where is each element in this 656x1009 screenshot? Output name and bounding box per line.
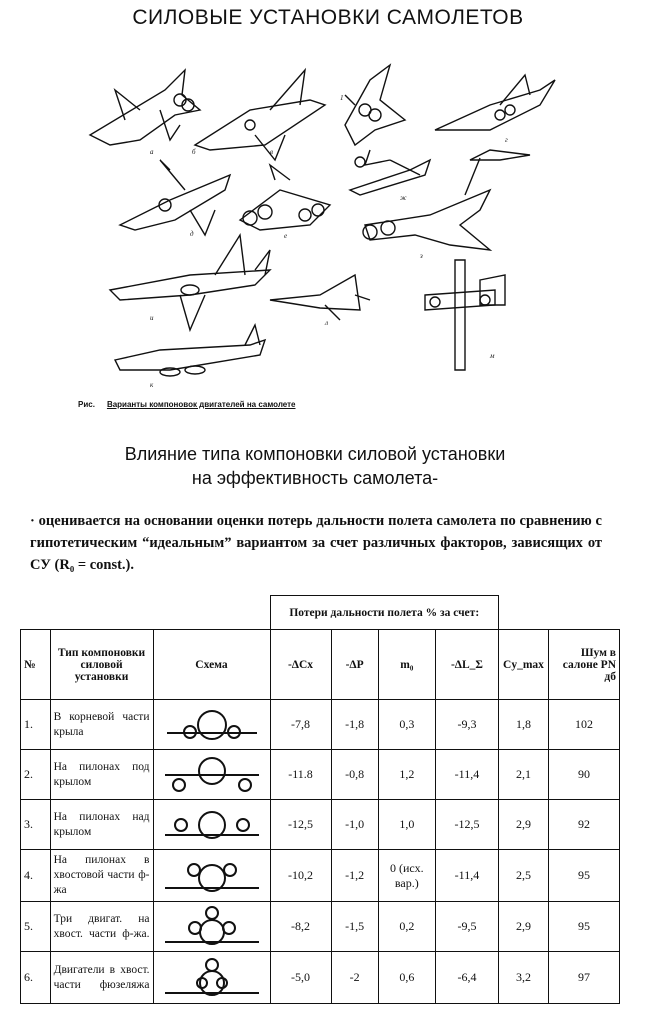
aircraft-sketch-b (195, 70, 325, 160)
row-cy: 2,9 (499, 800, 549, 850)
label-zh: ж (400, 194, 407, 202)
label-d: д (190, 230, 194, 238)
row-cy: 2,5 (499, 850, 549, 902)
label-z: з (420, 252, 423, 260)
row-m0: 1,0 (378, 800, 435, 850)
figure-caption (78, 400, 296, 409)
aircraft-sketch-z (363, 150, 530, 250)
row-dp: -1,5 (331, 902, 378, 952)
label-i: и (150, 314, 154, 322)
row-dp: -1,2 (331, 850, 378, 902)
row-dp: -2 (331, 952, 378, 1004)
row-dl: -11,4 (435, 850, 498, 902)
row-dcx: -12,5 (270, 800, 331, 850)
row-type: На пилонах под крылом (50, 750, 153, 800)
row-type: Двигатели в хвост. части фюзеляжа (50, 952, 153, 1004)
page-title: СИЛОВЫЕ УСТАНОВКИ САМОЛЕТОВ (132, 6, 524, 29)
table-row (21, 902, 620, 952)
row-dp: -1,0 (331, 800, 378, 850)
aircraft-sketch-a (90, 70, 200, 145)
col-noise: Шум в салоне PN дб (548, 630, 619, 700)
row-cy: 1,8 (499, 700, 549, 750)
row-dcx: -11.8 (270, 750, 331, 800)
table-row (21, 700, 620, 750)
row-dl: -11,4 (435, 750, 498, 800)
col-m0: m₀ (378, 630, 435, 700)
col-type: Тип компоновки силовой установки (50, 630, 153, 700)
row-dcx: -10,2 (270, 850, 331, 902)
aircraft-sketch-v (345, 65, 405, 145)
row-scheme (153, 902, 270, 952)
row-m0: 0,3 (378, 700, 435, 750)
table-row (21, 750, 620, 800)
row-dp: -1,8 (331, 700, 378, 750)
scheme-icon-3 (157, 803, 267, 847)
row-dl: -6,4 (435, 952, 498, 1004)
label-v: в (270, 148, 274, 156)
row-num: 2. (21, 750, 51, 800)
aircraft-sketch-g (435, 75, 555, 130)
row-num: 5. (21, 902, 51, 952)
label-k: к (150, 381, 154, 389)
label-e: е (284, 232, 288, 240)
subtitle-line2: на эффективность самолета- (191, 468, 439, 488)
row-noise: 102 (548, 700, 619, 750)
aircraft-sketch-i (110, 235, 270, 330)
row-scheme (153, 952, 270, 1004)
row-m0: 0,6 (378, 952, 435, 1004)
row-noise: 92 (548, 800, 619, 850)
label-g: г (505, 136, 508, 144)
row-m0: 0,2 (378, 902, 435, 952)
row-num: 1. (21, 700, 51, 750)
row-scheme (153, 850, 270, 902)
row-cy: 2,1 (499, 750, 549, 800)
label-1: 1 (340, 94, 344, 102)
row-scheme (153, 800, 270, 850)
row-dl: -9,5 (435, 902, 498, 952)
row-num: 4. (21, 850, 51, 902)
col-num: № (21, 630, 51, 700)
scheme-icon-5 (157, 904, 267, 950)
scheme-icon-6 (157, 955, 267, 1001)
aircraft-sketch-k (115, 325, 265, 376)
subtitle-line1: Влияние типа компоновки силовой установки (124, 444, 506, 464)
row-scheme (153, 700, 270, 750)
row-scheme (153, 750, 270, 800)
row-type: На пилонах в хвостовой части ф-жа (50, 850, 153, 902)
row-dl: -12,5 (435, 800, 498, 850)
label-m: м (490, 352, 495, 360)
table-row (21, 800, 620, 850)
row-type: Три двигат. на хвост. части ф-жа. (50, 902, 153, 952)
aircraft-sketch-zh (350, 150, 430, 195)
col-dl: -ΔL_Σ (435, 630, 498, 700)
row-cy: 2,9 (499, 902, 549, 952)
row-noise: 95 (548, 902, 619, 952)
row-dcx: -5,0 (270, 952, 331, 1004)
row-m0: 1,2 (378, 750, 435, 800)
row-noise: 97 (548, 952, 619, 1004)
row-type: На пилонах над крылом (50, 800, 153, 850)
row-type: В корневой части крыла (50, 700, 153, 750)
aircraft-sketch-e (240, 165, 330, 230)
col-scheme: Схема (153, 630, 270, 700)
aircraft-layouts-figure (70, 50, 630, 395)
row-num: 6. (21, 952, 51, 1004)
aircraft-sketch-d (120, 160, 230, 235)
scheme-icon-4 (157, 854, 267, 898)
row-cy: 3,2 (499, 952, 549, 1004)
label-a: а (150, 148, 154, 156)
row-dp: -0,8 (331, 750, 378, 800)
row-dl: -9,3 (435, 700, 498, 750)
figure-caption-text: Варианты компоновок двигателей на самолете (106, 400, 296, 409)
row-m0: 0 (исх. вар.) (378, 850, 435, 902)
col-dcx: -ΔCx (270, 630, 331, 700)
loss-group-header: Потери дальности полета % за счет: (270, 596, 499, 630)
row-noise: 95 (548, 850, 619, 902)
figure-caption-prefix: Рис. (78, 400, 95, 409)
col-dp: -ΔP (331, 630, 378, 700)
row-noise: 90 (548, 750, 619, 800)
scheme-icon-1 (157, 703, 267, 747)
results-table (20, 595, 620, 1004)
label-b: б (192, 148, 196, 156)
intro-paragraph: · оценивается на основании оценки потерь дальности полета самолета по сравнению с гипотетическим “идеальным” вариантом за счет различных факторов, зависящих от СУ (R₀ = const.). (30, 513, 602, 573)
row-dcx: -8,2 (270, 902, 331, 952)
scheme-icon-2 (157, 753, 267, 797)
table-row (21, 952, 620, 1004)
row-dcx: -7,8 (270, 700, 331, 750)
aircraft-sketch-l (270, 275, 370, 320)
label-l: л (325, 319, 329, 327)
table-row (21, 850, 620, 902)
row-num: 3. (21, 800, 51, 850)
col-cy: Cy_max (499, 630, 549, 700)
